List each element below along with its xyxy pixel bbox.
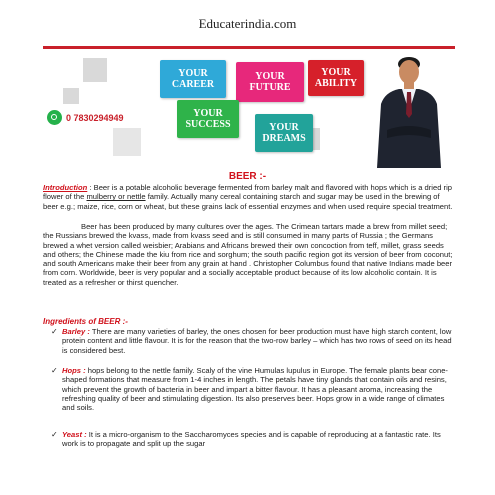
ingredient-text: There are many varieties of barley, the ones chosen for beer production must have high starch content, low protein content and little flavour. It is for the reason that the two-row barley – which has two rows of seed on its head is considered best. <box>62 327 452 355</box>
tile-your-ability: YOUR ABILITY <box>308 60 364 96</box>
banner-image <box>43 38 455 168</box>
intro-label: Introduction <box>43 183 88 192</box>
person-photo <box>369 52 449 168</box>
intro-text: : Beer is a potable alcoholic beverage fermented from barley malt and flavored with hops which is a dried rip flower of the <box>43 183 452 202</box>
deco-square <box>83 58 107 82</box>
ingredient-item <box>51 430 454 449</box>
deco-square <box>63 88 79 104</box>
ingredient-label: Yeast : <box>62 430 87 439</box>
checkmark-icon: ✓ <box>51 327 58 336</box>
history-paragraph: Beer has been produced by many cultures over the ages. The Crimean tartars made a brew from millet seed; the Russians brewed the kvass, made from kvass seed and is still consumed in many parts of Russia ; the Germans brewed a whet version called weisbier; Arabians and Africans brewed their own concoction from teff, millet, grass seeds and others; the Chinese made the kiu from rice and sorghum; the south pacific region got its version of beer from coconut; and south Americans make their beer from any grain at hand . Christopher Columbus found that native Indians made beer from corn. Worldwide, beer is very popular and a socially acceptable product because of its low alcoholic contain. It is treated as a refresher or thirst quencher. <box>43 222 453 287</box>
banner-red-bar <box>43 46 455 49</box>
checkmark-icon: ✓ <box>51 430 58 439</box>
tile-your-success: YOUR SUCCESS <box>177 100 239 138</box>
intro-underlined: mulberry or nettle <box>86 192 146 202</box>
ingredient-item <box>51 366 454 413</box>
deco-square <box>113 128 141 156</box>
tile-your-career: YOUR CAREER <box>160 60 226 98</box>
ingredient-text: hops belong to the nettle family. Scaly of the vine Humulas lupulus in Europe. The female plants bear cone-shaped formations that measure from 1-4 inches in length. The petals have tiny glands that contain oils and resins, which prevent the growth of bacteria in beer and impart a bitter flavour. It has a pleasant aroma, increasing the refreshing quality of beer and stimulating digestion. Its also preserves beer. Hops grow in a wide range of climates and soils. <box>62 366 448 413</box>
intro-paragraph <box>43 183 453 211</box>
ingredient-item <box>51 327 454 355</box>
phone-number: 0 7830294949 <box>66 112 124 123</box>
whatsapp-icon <box>47 110 62 125</box>
page-heading: BEER :- <box>228 171 267 182</box>
tile-your-dreams: YOUR DREAMS <box>255 114 313 152</box>
ingredients-heading: Ingredients of BEER :- <box>43 317 128 326</box>
checkmark-icon: ✓ <box>51 366 58 375</box>
ingredient-text: It is a micro-organism to the Saccharomyces species and is capable of reproducing at a fantastic rate. Its work is to propagate and split up the sugar <box>62 430 441 449</box>
ingredient-label: Barley : <box>62 327 90 336</box>
phone-row <box>47 110 124 125</box>
intro-text-rest: family. Actually many cereal containing starch and sugar may be used in the brewing of beer e.g.; maize, rice, corn or wheat, but these grains lack of essential enzymes and when used require special treatment. <box>43 192 453 211</box>
ingredient-label: Hops : <box>62 366 86 375</box>
tile-your-future: YOUR FUTURE <box>236 62 304 102</box>
site-title: Educaterindia.com <box>198 16 297 31</box>
